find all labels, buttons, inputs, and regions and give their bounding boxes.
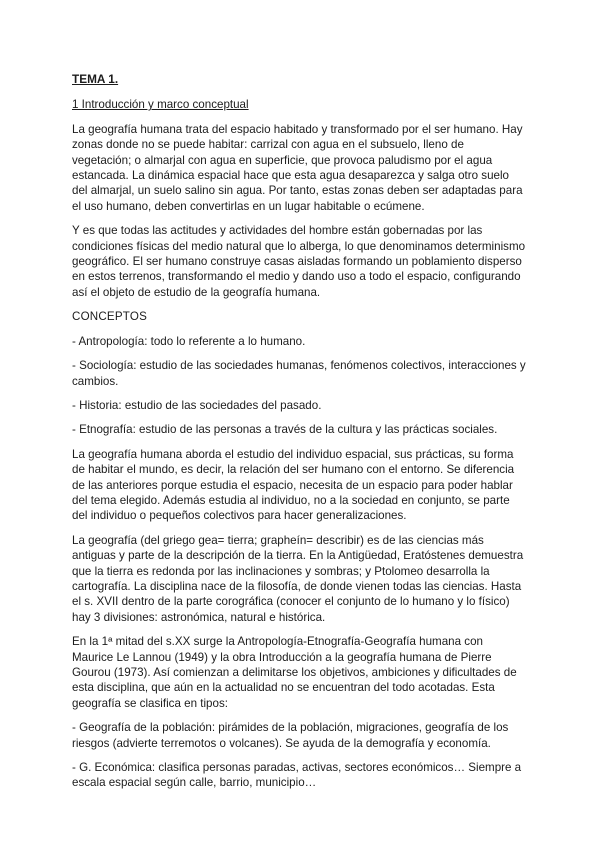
concept-item-sociologia: - Sociología: estudio de las sociedades humanas, fenómenos colectivos, interacciones y cambios.: [72, 359, 526, 388]
document-page: [72, 72, 526, 800]
paragraph-intro-1: La geografía humana trata del espacio habitado y transformado por el ser humano. Hay zonas donde no se puede habitar: carrizal con agua en el subsuelo, lleno de vegetación; o almarjal con agua en superficie, que provoca paludismo por el agua estancada. La dinámica espacial hace que esta agua desaparezca y salga otro suelo del almarjal, un suelo salino sin agua. Por tanto, estas zonas deben ser adaptadas para el uso humano, deben convertirlas en un lugar habitable o ecúmene.: [72, 122, 523, 213]
concept-item-historia: - Historia: estudio de las sociedades del pasado.: [72, 398, 322, 412]
concepts-heading: CONCEPTOS: [72, 310, 148, 324]
type-item-poblacion: - Geografía de la población: pirámides de la población, migraciones, geografía de los riesgos (advierte terremotos o volcanes). Se ayuda de la demografía y economía.: [72, 721, 509, 750]
paragraph-body-2: La geografía (del griego gea= tierra; grapheín= describir) es de las ciencias más antiguas y parte de la descripción de la tierra. En la Antigüedad, Eratóstenes demuestra que la tierra es redonda por las inclinaciones y sombras; y Ptolomeo desarrolla la cartografía. La disciplina nace de la filosofía, de donde vienen todas las ciencias. Hasta el s. XVII dentro de la parte corográfica (conocer el conjunto de lo humano y lo físico) hay 3 divisiones: astronómica, natural e histórica.: [72, 533, 524, 624]
type-item-economica: - G. Económica: clasifica personas paradas, activas, sectores económicos… Siempre a escala espacial según calle, barrio, municipio…: [72, 761, 522, 790]
paragraph-intro-2: Y es que todas las actitudes y actividades del hombre están gobernadas por las condiciones físicas del medio natural que lo alberga, lo que denominamos determinismo geográfico. El ser humano construye casas aisladas formando un poblamiento disperso en estos terrenos, transformando el medio y dando uso a todo el espacio, configurando así el objeto de estudio de la geografía humana.: [72, 224, 526, 299]
paragraph-body-3: En la 1ª mitad del s.XX surge la Antropología-Etnografía-Geografía humana con Maurice Le Lannou (1949) y la obra Introducción a la geografía humana de Pierre Gourou (1973). Así comienzan a delimitarse los objetivos, ambiciones y dificultades de esta disciplina, que aún en la actualidad no se encuentran del todo acotadas. Esta geografía se clasifica en tipos:: [72, 635, 517, 710]
concept-item-antropologia: - Antropología: todo lo referente a lo humano.: [72, 334, 306, 348]
section-subtitle: 1 Introducción y marco conceptual: [72, 98, 249, 112]
paragraph-body-1: La geografía humana aborda el estudio del individuo espacial, sus prácticas, su forma de habitar el mundo, es decir, la relación del ser humano con el entorno. Se diferencia de las anteriores porque estudia el espacio, necesita de un espacio para poder hablar del tema elegido. Además estudia al individuo, no a la sociedad en conjunto, se parte del individuo o pequeños colectivos para hacer generalizaciones.: [72, 447, 515, 523]
document-title: TEMA 1.: [72, 72, 119, 86]
concept-item-etnografia: - Etnografía: estudio de las personas a través de la cultura y las prácticas sociales.: [72, 423, 498, 437]
